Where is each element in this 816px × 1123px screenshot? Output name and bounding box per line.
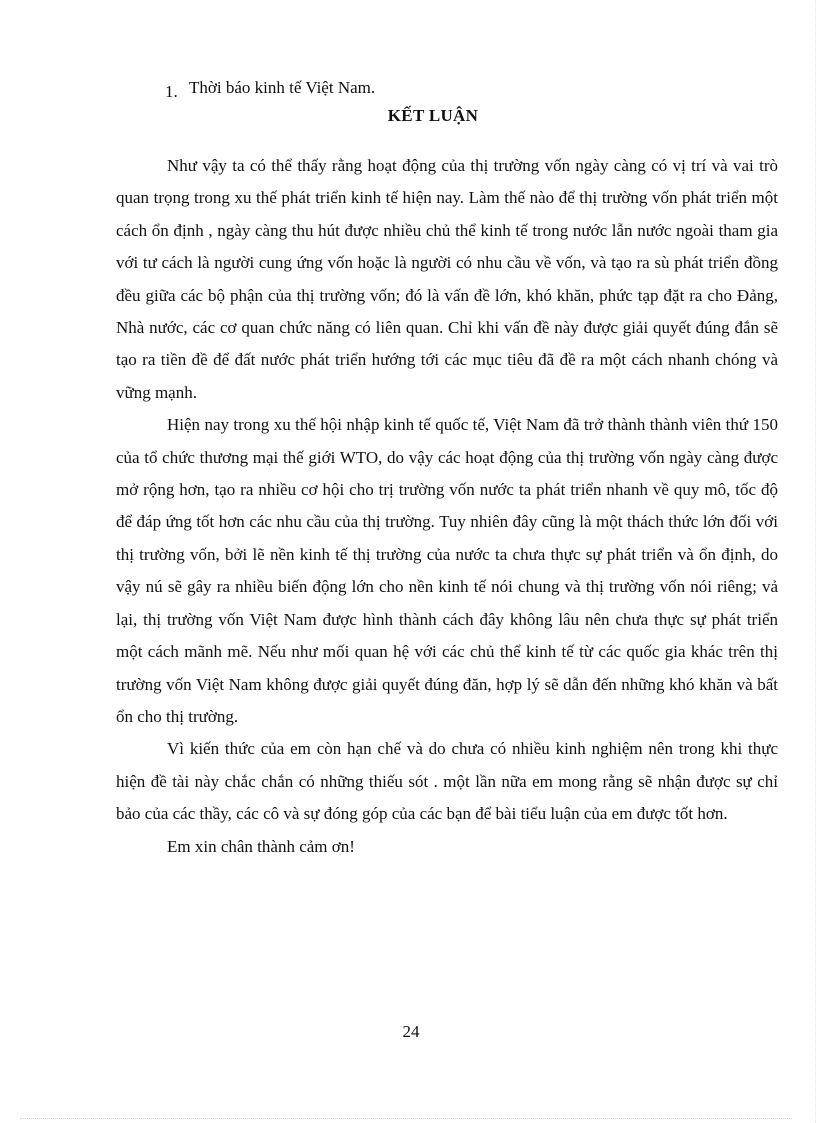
reference-item (165, 76, 375, 100)
paragraph-2: Hiện nay trong xu thế hội nhập kinh tế quốc tế, Việt Nam đã trở thành thành viên thứ 150 của tổ chức thương mại thế giới WTO, do vậy các hoạt động của thị trường vốn ngày càng được mở rộng hơn, tạo ra nhiều cơ hội cho trị trường vốn nước ta phát triển nhanh về quy mô, tốc độ để đáp ứng tốt hơn các nhu cầu của thị trường. Tuy nhiên đây cũng là một thách thức lớn đối với thị trường vốn, bởi lẽ nền kinh tế thị trường của nước ta chưa thực sự phát triển và ổn định, do vậy nú sẽ gây ra nhiều biến động lớn cho nền kinh tế nói chung và thị trường vốn nói riêng; vả lại, thị trường vốn Việt Nam được hình thành cách đây không lâu nên chưa thực sự phát triển một cách mãnh mẽ. Nếu như mối quan hệ với các chủ thể kinh tế từ các quốc gia khác trên thị trường vốn Việt Nam không được giải quyết đúng đăn, hợp lý sẽ dẫn đến những khó khăn và bất ổn cho thị trường. (116, 415, 778, 726)
page-bottom-divider (20, 1118, 792, 1119)
reference-text: Thời báo kinh tế Việt Nam. (189, 78, 376, 97)
reference-number: 1. (165, 82, 178, 101)
paragraph-4: Em xin chân thành cảm ơn! (167, 836, 355, 856)
paragraph-1: Như vậy ta có thể thấy rằng hoạt động của thị trường vốn ngày càng có vị trí và vai trò quan trọng trong xu thế phát triển kinh tế hiện nay. Làm thế nào để thị trường vốn phát triển một cách ổn định , ngày càng thu hút được nhiều chủ thể kinh tế trong nước lẫn nước ngoài tham gia với tư cách là người cung ứng vốn hoặc là người có nhu cầu về vốn, và tạo ra sù phát triển đồng đều giữa các bộ phận của thị trường vốn; đó là vấn đề lớn, khó khăn, phức tạp đặt ra cho Đảng, Nhà nước, các cơ quan chức năng có liên quan. Chỉ khi vấn đề này được giải quyết đúng đắn sẽ tạo ra tiền đề để đất nước phát triển hướng tới các mục tiêu đã đề ra một cách nhanh chóng và vững mạnh. (116, 156, 778, 402)
section-heading: KẾT LUẬN (387, 106, 479, 125)
paragraph-3: Vì kiến thức của em còn hạn chế và do chưa có nhiều kinh nghiệm nên trong khi thực hiện đề tài này chắc chắn có những thiếu sót . một lần nữa em mong rằng sẽ nhận được sự chỉ bảo của các thầy, các cô và sự đóng góp của các bạn để bài tiểu luận của em được tốt hơn. (116, 739, 778, 824)
page-number: 24 (402, 1022, 420, 1041)
conclusion-body (116, 150, 778, 863)
